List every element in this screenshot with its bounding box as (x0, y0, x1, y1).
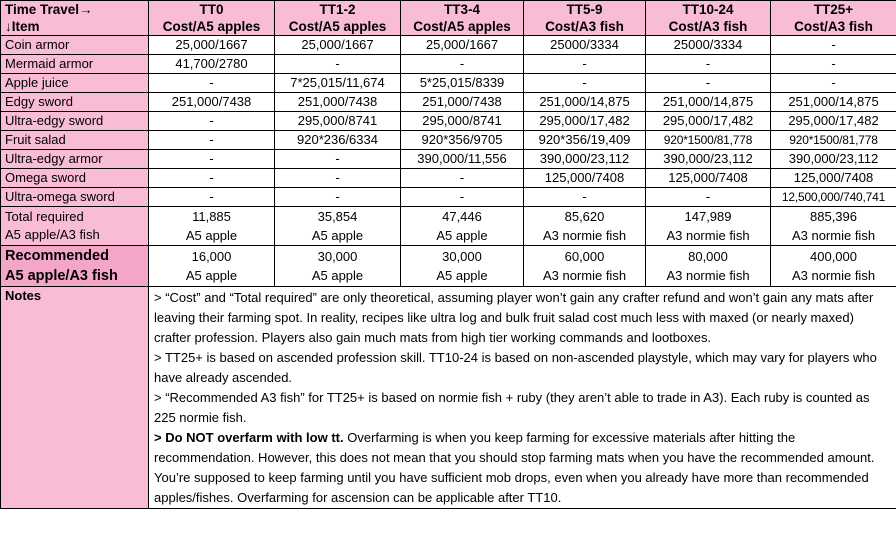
column-unit: Cost/A5 apples (162, 19, 261, 34)
table-row (1, 169, 896, 188)
item-label: Omega sword (1, 169, 149, 188)
column-header-tt0 (149, 1, 275, 36)
cost-cell: 25000/3334 (524, 36, 646, 55)
item-label: Coin armor (1, 36, 149, 55)
label-line: A5 apple/A3 fish (5, 268, 118, 284)
cost-cell: - (149, 188, 275, 207)
table-row (1, 131, 896, 150)
item-label: Ultra-omega sword (1, 188, 149, 207)
note-paragraph: > “Cost” and “Total required” are only theoretical, assuming player won’t gain any crafter refund and won’t gain any mats after leaving their farming spot. In reality, recipes like ultra log and bulk fruit salad cost much less with maxed (or nearly maxed) crafter profession. Players also gain much mats from high tier working commands and lootboxes. (154, 290, 874, 345)
column-unit: Cost/A3 fish (668, 19, 748, 34)
column-tier: TT1-2 (319, 2, 356, 17)
cost-cell: 251,000/14,875 (524, 93, 646, 112)
cost-cell: 251,000/7438 (401, 93, 524, 112)
cost-cell: - (401, 169, 524, 188)
total-unit: A5 apple (311, 228, 364, 243)
cost-cell: 295,000/8741 (401, 112, 524, 131)
corner-header (1, 1, 149, 36)
cost-cell: 25,000/1667 (275, 36, 401, 55)
cost-cell: - (524, 74, 646, 93)
corner-line1: Time Travel→ (5, 2, 93, 17)
cost-cell: - (524, 55, 646, 74)
note-paragraph: > “Recommended A3 fish” for TT25+ is based on normie fish + ruby (they aren’t able to trade in A3). Each ruby is counted as 225 normie fish. (154, 390, 870, 425)
cost-cell: 125,000/7408 (646, 169, 771, 188)
cost-cell: 251,000/7438 (275, 93, 401, 112)
note-warning-detail: Overfarming is when you keep farming for excessive materials after hitting the recommendation. However, this does not mean that you should stop farming mats when you have the recommended amount. You’re supposed to keep farming until you have sufficient mob drops, even when you already have more than recommended apples/fishes. Overfarming for ascension can be applicable after TT10. (154, 430, 875, 505)
total-amount: 47,446 (442, 209, 482, 224)
total-amount: 35,854 (317, 209, 358, 224)
recommended-amount: 30,000 (317, 249, 358, 264)
cost-cell: 295,000/17,482 (771, 112, 896, 131)
label-line: Total required (5, 209, 84, 224)
cost-cell: - (646, 74, 771, 93)
cost-cell: - (275, 169, 401, 188)
table-row (1, 93, 896, 112)
cost-cell: 920*356/9705 (401, 131, 524, 150)
item-label: Fruit salad (1, 131, 149, 150)
total-amount: 147,989 (684, 209, 732, 224)
recommended-label (1, 246, 149, 287)
column-header-tt25-plus (771, 1, 896, 36)
cost-cell: - (149, 74, 275, 93)
recommended-cell (149, 246, 275, 287)
column-tier: TT3-4 (443, 2, 480, 17)
recommended-amount: 400,000 (810, 249, 857, 264)
table-row (1, 36, 896, 55)
note-paragraph: > TT25+ is based on ascended profession skill. TT10-24 is based on non-ascended playstyle, which may vary for players who have already ascended. (154, 350, 877, 385)
column-header-tt3-4 (401, 1, 524, 36)
cost-cell: 920*236/6334 (275, 131, 401, 150)
item-label: Mermaid armor (1, 55, 149, 74)
cost-cell: 25,000/1667 (149, 36, 275, 55)
column-tier: TT5-9 (566, 2, 603, 17)
item-label: Edgy sword (1, 93, 149, 112)
cost-cell: - (771, 36, 896, 55)
column-tier: TT0 (199, 2, 224, 17)
cost-cell: 25,000/1667 (401, 36, 524, 55)
cost-cell: 41,700/2780 (149, 55, 275, 74)
header-row (1, 1, 896, 36)
cost-cell: 25000/3334 (646, 36, 771, 55)
column-header-tt10-24 (646, 1, 771, 36)
cost-cell: - (401, 188, 524, 207)
cost-cell: 390,000/23,112 (646, 150, 771, 169)
column-unit: Cost/A5 apples (288, 19, 387, 34)
label-line: A5 apple/A3 fish (5, 227, 100, 242)
cost-cell: - (275, 55, 401, 74)
recommended-unit: A5 apple (311, 268, 364, 283)
recommended-unit: A5 apple (185, 268, 238, 283)
total-cell (646, 207, 771, 246)
recommended-amount: 30,000 (442, 249, 482, 264)
cost-cell: 251,000/14,875 (771, 93, 896, 112)
total-unit: A3 normie fish (666, 228, 750, 243)
recommended-cell (646, 246, 771, 287)
cost-cell: 251,000/7438 (149, 93, 275, 112)
cost-cell: - (149, 150, 275, 169)
item-label: Ultra-edgy armor (1, 150, 149, 169)
cost-cell: 920*356/19,409 (524, 131, 646, 150)
table-row (1, 150, 896, 169)
recommended-unit: A3 normie fish (542, 268, 627, 283)
recommended-amount: 80,000 (688, 249, 728, 264)
cost-cell: 390,000/23,112 (524, 150, 646, 169)
column-unit: Cost/A3 fish (545, 19, 624, 34)
total-cell (771, 207, 896, 246)
column-header-tt1-2 (275, 1, 401, 36)
recommended-cell (524, 246, 646, 287)
cost-cell: - (771, 55, 896, 74)
table-row (1, 74, 896, 93)
total-unit: A5 apple (436, 228, 488, 243)
cost-cell: 920*1500/81,778 (771, 131, 896, 150)
note-paragraph (154, 428, 892, 508)
recommended-unit: A5 apple (436, 268, 488, 283)
cost-cell: 7*25,015/11,674 (275, 74, 401, 93)
recommended-unit: A3 normie fish (791, 268, 876, 283)
column-tier: TT25+ (813, 2, 854, 17)
recommended-cell (771, 246, 896, 287)
total-amount: 85,620 (564, 209, 605, 224)
total-required-row (1, 207, 896, 246)
total-unit: A3 normie fish (542, 228, 627, 243)
cost-cell: - (149, 131, 275, 150)
column-tier: TT10-24 (682, 2, 734, 17)
item-label: Apple juice (1, 74, 149, 93)
cost-cell: - (149, 112, 275, 131)
table-row (1, 112, 896, 131)
column-unit: Cost/A5 apples (413, 19, 511, 34)
column-header-tt5-9 (524, 1, 646, 36)
total-cell (524, 207, 646, 246)
total-unit: A3 normie fish (791, 228, 876, 243)
label-line: Recommended (5, 248, 109, 264)
cost-cell: - (275, 150, 401, 169)
total-amount: 885,396 (810, 209, 857, 224)
cost-cell: 251,000/14,875 (646, 93, 771, 112)
cost-cell: 5*25,015/8339 (401, 74, 524, 93)
total-amount: 11,885 (192, 209, 231, 224)
total-cell (149, 207, 275, 246)
notes-content (149, 287, 896, 509)
cost-cell: 390,000/11,556 (401, 150, 524, 169)
recommended-row (1, 246, 896, 287)
recommended-cell (275, 246, 401, 287)
cost-cell: 920*1500/81,778 (646, 131, 771, 150)
cost-cell: - (771, 74, 896, 93)
recommended-cell (401, 246, 524, 287)
notes-row (1, 287, 896, 509)
cost-cell: 295,000/8741 (275, 112, 401, 131)
cost-cell: - (524, 188, 646, 207)
column-unit: Cost/A3 fish (794, 19, 873, 34)
notes-label: Notes (1, 287, 149, 509)
cost-cell: 295,000/17,482 (524, 112, 646, 131)
cost-cell: - (646, 55, 771, 74)
cost-cell: 125,000/7408 (524, 169, 646, 188)
cost-cell: 295,000/17,482 (646, 112, 771, 131)
cost-cell: 12,500,000/740,741 (771, 188, 896, 207)
cost-cell: - (646, 188, 771, 207)
cost-cell: - (275, 188, 401, 207)
recommended-amount: 16,000 (191, 249, 232, 264)
recommended-unit: A3 normie fish (666, 268, 750, 283)
total-unit: A5 apple (185, 228, 238, 243)
note-warning: > Do NOT overfarm with low tt. (154, 430, 344, 445)
cost-cell: 390,000/23,112 (771, 150, 896, 169)
cost-cell: - (149, 169, 275, 188)
cost-cell: 125,000/7408 (771, 169, 896, 188)
total-required-label (1, 207, 149, 246)
table-row (1, 188, 896, 207)
corner-line2: ↓Item (5, 19, 40, 34)
table-row (1, 55, 896, 74)
recommended-amount: 60,000 (564, 249, 605, 264)
cost-cell: - (401, 55, 524, 74)
total-cell (275, 207, 401, 246)
total-cell (401, 207, 524, 246)
item-label: Ultra-edgy sword (1, 112, 149, 131)
